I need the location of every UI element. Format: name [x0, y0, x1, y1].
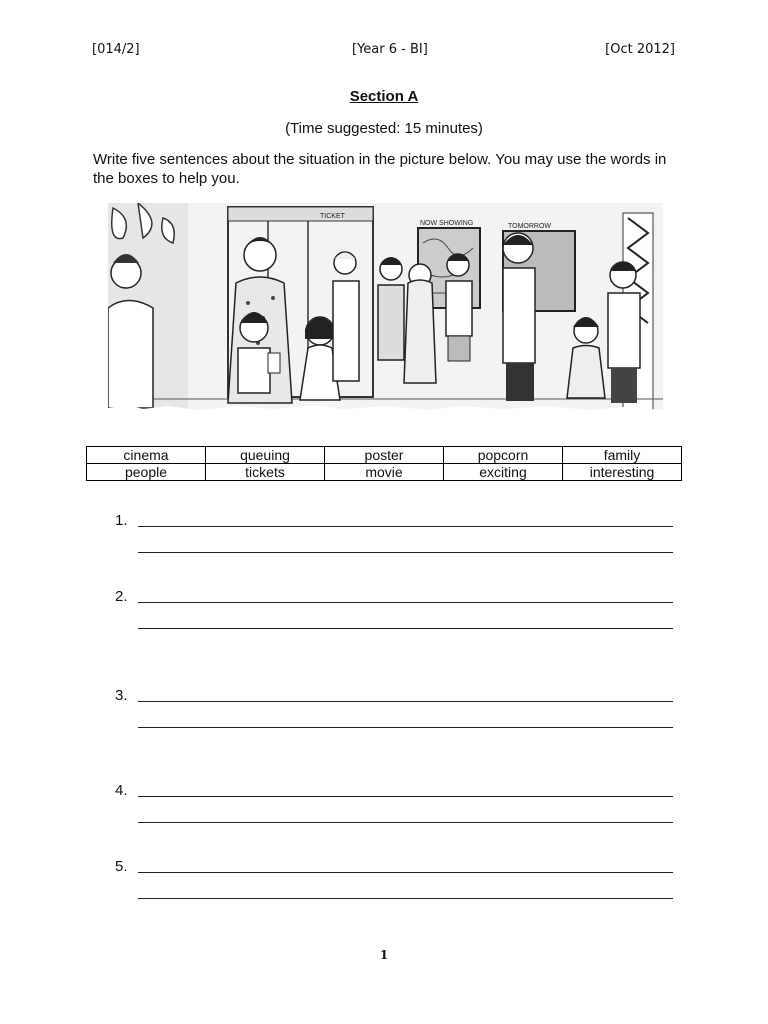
- word-cell: tickets: [206, 464, 325, 481]
- answer-line[interactable]: [138, 796, 673, 797]
- ticket-sign: TICKET: [320, 213, 345, 220]
- answer-line[interactable]: [138, 898, 673, 899]
- answer-line[interactable]: [138, 602, 673, 603]
- word-cell: queuing: [206, 447, 325, 464]
- section-title: Section A: [349, 88, 419, 105]
- tomorrow-sign: TOMORROW: [508, 223, 552, 230]
- header-code: [014/2]: [92, 42, 140, 57]
- word-box-row: [87, 464, 682, 481]
- word-cell: family: [563, 447, 682, 464]
- now-showing-sign: NOW SHOWING: [420, 220, 474, 227]
- answer-line[interactable]: [138, 526, 673, 527]
- question-number: 2.: [115, 588, 128, 605]
- word-cell: people: [87, 464, 206, 481]
- time-suggested: (Time suggested: 15 minutes): [285, 120, 483, 137]
- word-cell: poster: [325, 447, 444, 464]
- page-number: 1: [379, 948, 389, 962]
- answer-line[interactable]: [138, 872, 673, 873]
- word-box: [86, 446, 682, 481]
- answer-line[interactable]: [138, 701, 673, 702]
- question-number: 3.: [115, 687, 128, 704]
- word-box-row: [87, 447, 682, 464]
- question-number: 1.: [115, 512, 128, 529]
- word-cell: cinema: [87, 447, 206, 464]
- answer-line[interactable]: [138, 822, 673, 823]
- word-cell: interesting: [563, 464, 682, 481]
- question-number: 4.: [115, 782, 128, 799]
- header-date: [Oct 2012]: [605, 42, 675, 57]
- header-year: [Year 6 - BI]: [352, 42, 428, 57]
- answer-line[interactable]: [138, 552, 673, 553]
- instructions: Write five sentences about the situation in the picture below. You may use the words in the boxes to help you.: [93, 151, 667, 187]
- answer-line[interactable]: [138, 727, 673, 728]
- question-number: 5.: [115, 858, 128, 875]
- word-cell: movie: [325, 464, 444, 481]
- word-cell: popcorn: [444, 447, 563, 464]
- cinema-queue-illustration: [108, 203, 663, 415]
- answer-line[interactable]: [138, 628, 673, 629]
- word-cell: exciting: [444, 464, 563, 481]
